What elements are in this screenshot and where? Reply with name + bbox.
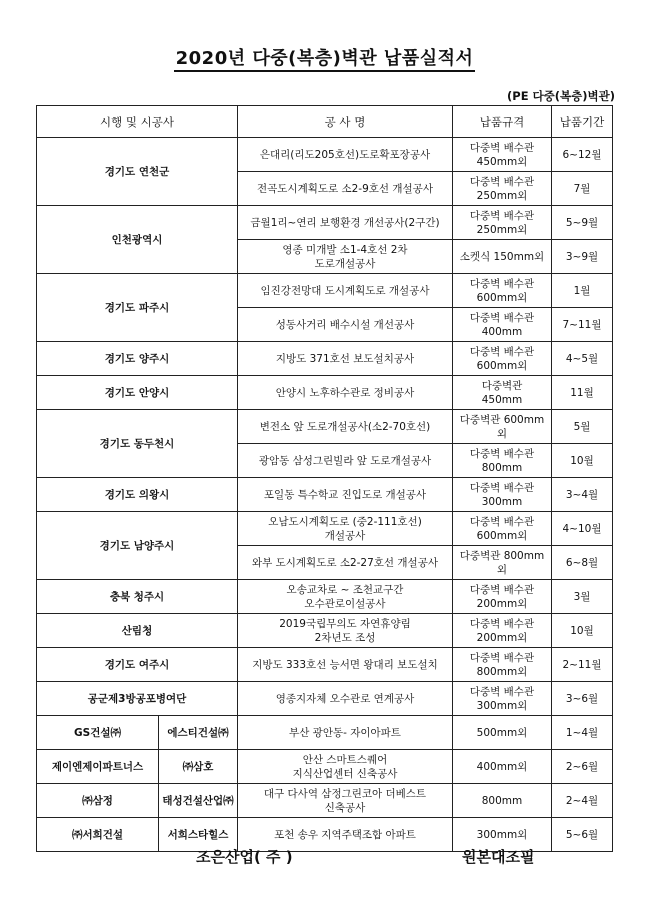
- table-row: [37, 716, 613, 750]
- project-cell: 포천 송우 지역주택조합 아파트: [238, 818, 453, 852]
- period-cell: 3~9월: [552, 240, 613, 274]
- delivery-record-table: [36, 105, 613, 852]
- spec-cell: 다중벽관 450mm: [453, 376, 552, 410]
- agency-cell: 경기도 남양주시: [37, 512, 238, 580]
- project-cell: 오송교차로 ~ 조천교구간 오수관로이설공사: [238, 580, 453, 614]
- agency-cell: 산림청: [37, 614, 238, 648]
- period-cell: 2~6월: [552, 750, 613, 784]
- project-cell: 광암동 삼성그린빌라 앞 도로개설공사: [238, 444, 453, 478]
- agency-cell: 경기도 안양시: [37, 376, 238, 410]
- project-cell: 포일동 특수학교 진입도로 개설공사: [238, 478, 453, 512]
- period-cell: 6~8월: [552, 546, 613, 580]
- table-row: [37, 512, 613, 546]
- contractor-cell: 서희스타힐스: [159, 818, 238, 852]
- spec-cell: 다중벽관 600mm 외: [453, 410, 552, 444]
- client-cell: ㈜서희건설: [37, 818, 159, 852]
- project-cell: 지방도 371호선 보도설치공사: [238, 342, 453, 376]
- agency-cell: 경기도 파주시: [37, 274, 238, 342]
- client-cell: GS건설㈜: [37, 716, 159, 750]
- spec-cell: 다중벽 배수관 300mm외: [453, 682, 552, 716]
- agency-cell: 경기도 의왕시: [37, 478, 238, 512]
- project-cell: 지방도 333호선 능서면 왕대리 보도설치: [238, 648, 453, 682]
- agency-cell: 경기도 동두천시: [37, 410, 238, 478]
- spec-cell: 500mm외: [453, 716, 552, 750]
- project-cell: 부산 광안동- 자이아파트: [238, 716, 453, 750]
- table-row: [37, 376, 613, 410]
- period-cell: 4~10월: [552, 512, 613, 546]
- spec-cell: 다중벽 배수관 600mm외: [453, 342, 552, 376]
- contractor-cell: 태성건설산업㈜: [159, 784, 238, 818]
- period-cell: 3월: [552, 580, 613, 614]
- spec-cell: 다중벽 배수관 200mm외: [453, 580, 552, 614]
- contractor-cell: ㈜삼호: [159, 750, 238, 784]
- agency-cell: 인천광역시: [37, 206, 238, 274]
- spec-cell: 다중벽 배수관 600mm외: [453, 512, 552, 546]
- spec-cell: 다중벽관 800mm 외: [453, 546, 552, 580]
- period-cell: 10월: [552, 444, 613, 478]
- spec-cell: 다중벽 배수관 200mm외: [453, 614, 552, 648]
- project-cell: 전곡도시계획도로 소2-9호선 개설공사: [238, 172, 453, 206]
- spec-cell: 400mm외: [453, 750, 552, 784]
- project-cell: 와부 도시계획도로 소2-27호선 개설공사: [238, 546, 453, 580]
- table-row: [37, 580, 613, 614]
- table-row: [37, 478, 613, 512]
- spec-cell: 다중벽 배수관 800mm외: [453, 648, 552, 682]
- period-cell: 3~6월: [552, 682, 613, 716]
- period-cell: 1~4월: [552, 716, 613, 750]
- spec-cell: 다중벽 배수관 600mm외: [453, 274, 552, 308]
- agency-cell: 경기도 여주시: [37, 648, 238, 682]
- header-project: 공 사 명: [238, 106, 453, 138]
- client-cell: ㈜삼정: [37, 784, 159, 818]
- header-period: 납품기간: [552, 106, 613, 138]
- spec-cell: 소켓식 150mm외: [453, 240, 552, 274]
- original-certified-stamp: 원본대조필: [462, 848, 535, 866]
- table-row: [37, 342, 613, 376]
- spec-cell: 다중벽 배수관 250mm외: [453, 172, 552, 206]
- period-cell: 5~6월: [552, 818, 613, 852]
- period-cell: 7월: [552, 172, 613, 206]
- spec-cell: 다중벽 배수관 450mm외: [453, 138, 552, 172]
- header-agency: 시행 및 시공사: [37, 106, 238, 138]
- table-row: [37, 750, 613, 784]
- project-cell: 영종 미개발 소1-4호선 2차 도로개설공사: [238, 240, 453, 274]
- project-cell: 변전소 앞 도로개설공사(소2-70호선): [238, 410, 453, 444]
- project-cell: 임진강전망대 도시계획도로 개설공사: [238, 274, 453, 308]
- period-cell: 11월: [552, 376, 613, 410]
- agency-cell: 경기도 연천군: [37, 138, 238, 206]
- period-cell: 6~12월: [552, 138, 613, 172]
- table-row: [37, 682, 613, 716]
- agency-cell: 공군제3방공포병여단: [37, 682, 238, 716]
- contractor-cell: 에스티건설㈜: [159, 716, 238, 750]
- project-cell: 성동사거리 배수시설 개선공사: [238, 308, 453, 342]
- period-cell: 5~9월: [552, 206, 613, 240]
- spec-cell: 300mm외: [453, 818, 552, 852]
- header-spec: 납품규격: [453, 106, 552, 138]
- document-title: [0, 44, 649, 70]
- period-cell: 2~4월: [552, 784, 613, 818]
- project-cell: 2019국립무의도 자연휴양림 2차년도 조성: [238, 614, 453, 648]
- period-cell: 3~4월: [552, 478, 613, 512]
- period-cell: 1월: [552, 274, 613, 308]
- project-cell: 은대리(리도205호선)도로확포장공사: [238, 138, 453, 172]
- client-cell: 제이엔제이파트너스: [37, 750, 159, 784]
- table-row: [37, 274, 613, 308]
- table-row: [37, 648, 613, 682]
- table-row: [37, 784, 613, 818]
- table-row: [37, 410, 613, 444]
- period-cell: 10월: [552, 614, 613, 648]
- title-text: 2020년 다중(복층)벽관 납품실적서: [174, 48, 476, 72]
- project-cell: 안양시 노후하수관로 정비공사: [238, 376, 453, 410]
- spec-cell: 800mm: [453, 784, 552, 818]
- project-cell: 금월1리~연리 보행환경 개선공사(2구간): [238, 206, 453, 240]
- project-cell: 영종지자체 오수관로 연계공사: [238, 682, 453, 716]
- table-row: [37, 614, 613, 648]
- project-cell: 오남도시계획도로 (중2-111호선) 개설공사: [238, 512, 453, 546]
- table-row: [37, 206, 613, 240]
- table-row: [37, 138, 613, 172]
- project-cell: 대구 다사역 삼정그린코아 더베스트 신축공사: [238, 784, 453, 818]
- agency-cell: 충북 청주시: [37, 580, 238, 614]
- company-name: 조은산업( 주 ): [196, 848, 293, 866]
- spec-cell: 다중벽 배수관 400mm: [453, 308, 552, 342]
- agency-cell: 경기도 양주시: [37, 342, 238, 376]
- document-subtitle: (PE 다중(복층)벽관): [507, 89, 615, 103]
- table-header-row: [37, 106, 613, 138]
- spec-cell: 다중벽 배수관 800mm: [453, 444, 552, 478]
- spec-cell: 다중벽 배수관 300mm: [453, 478, 552, 512]
- project-cell: 안산 스마트스퀘어 지식산업센터 신축공사: [238, 750, 453, 784]
- period-cell: 4~5월: [552, 342, 613, 376]
- spec-cell: 다중벽 배수관 250mm외: [453, 206, 552, 240]
- period-cell: 5월: [552, 410, 613, 444]
- period-cell: 2~11월: [552, 648, 613, 682]
- period-cell: 7~11월: [552, 308, 613, 342]
